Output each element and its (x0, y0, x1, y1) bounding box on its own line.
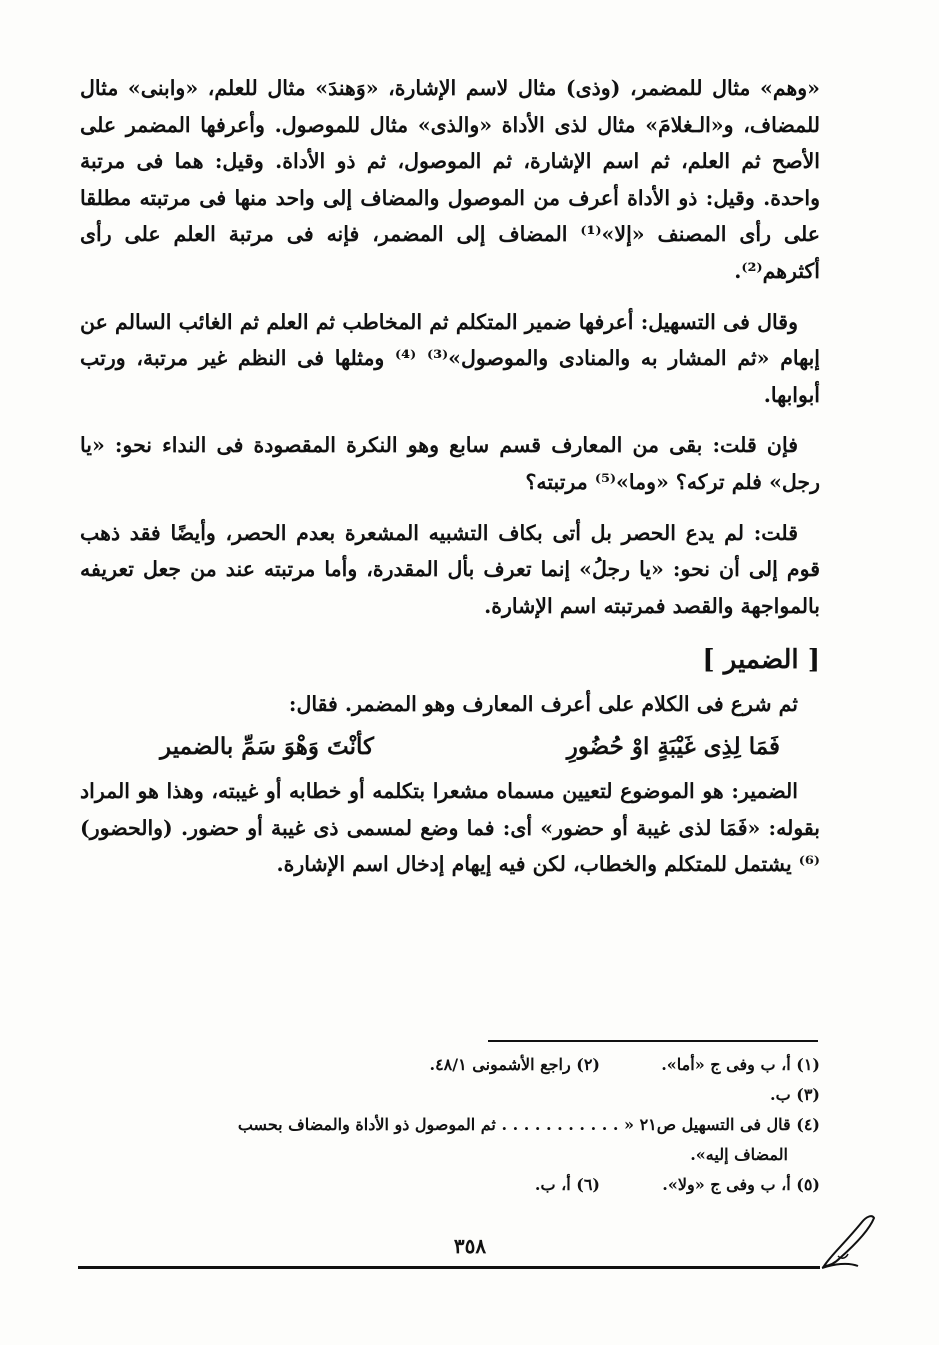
footnote-5: (٥) أ، ب وفى ج «ولا». (662, 1175, 820, 1194)
quill-flourish-icon (818, 1208, 878, 1272)
footnote-3: (٣) ب. (770, 1085, 820, 1104)
section-heading: [ الضمير ] (702, 645, 820, 676)
paragraph-2: وقال فى التسهيل: أعرفها ضمير المتكلم ثم المخاطب ثم العلم ثم الغائب السالم عن إبهام «ثم المشار به والمنادى والموصول»⁽³⁾ ⁽⁴⁾ ومثلها فى النظم غير مرتبة، ورتب أبوابها. (80, 309, 820, 407)
verse-second-hemistich: كأنْتَ وَهْوَ سَمِّ بالضمير (160, 732, 374, 760)
main-text (80, 70, 820, 883)
page-number: ٣٥٨ (453, 1234, 487, 1258)
section-intro: ثم شرع فى الكلام على أعرف المعارف وهو المضمر. فقال: (288, 692, 798, 717)
paragraph-4: قلت: لم يدع الحصر بل أتى بكاف التشبيه المشعرة بعدم الحصر، وأيضًا فقد ذهب قوم إلى أن نحو: «يا رجلُ» إنما تعرف بأل المقدرة، وأما مرتبته عند من جعل تعريفه بالمواجهة والقصد فمرتبته اسم الإشارة. (80, 520, 820, 618)
footnote-row-1 (80, 1050, 820, 1080)
poem-verse (80, 725, 820, 769)
footnote-6: (٦) أ، ب. (534, 1175, 600, 1194)
footnote-4-continued: المضاف إليه». (690, 1145, 788, 1164)
paragraph-3: فإن قلت: بقى من المعارف قسم سابع وهو النكرة المقصودة فى النداء نحو: «يا رجل» فلم تركه؟ «وما»⁽⁵⁾ مرتبته؟ (80, 433, 820, 494)
footnote-4: (٤) قال فى التسهيل ص٢١ « . . . . . . . . . . . ثم الموصول ذو الأداة والمضاف بحسب (237, 1115, 820, 1134)
footnote-row-3 (80, 1170, 820, 1200)
footnote-separator (488, 1040, 818, 1042)
footnotes (80, 1050, 820, 1200)
page-bottom-rule (78, 1266, 820, 1269)
verse-first-hemistich: فَمَا لِذِى غَيْبَةٍ اوْ حُضُورِ (566, 732, 780, 760)
section-commentary: الضمير: هو الموضوع لتعيين مسماه مشعرا بتكلمه أو خطابه أو غيبته، وهذا هو المراد بقوله: «فَمَا لذى غيبة أو حضور» أى: فما وضع لمسمى ذى غيبة أو حضور. (والحضور)⁽⁶⁾ يشتمل للمتكلم والخطاب، لكن فيه إيهام إدخال اسم الإشارة. (80, 778, 820, 877)
paragraph-1: «وهم» مثال للمضمر، (وذى) مثال لاسم الإشارة، «وَهندَ» مثال للعلم، «وابنى» مثال للمضاف، و«الـغلامَ» مثال لذى الأداة «والذى» مثال للموصول. وأعرفها المضمر على الأصح ثم العلم، ثم اسم الإشارة، ثم الموصول، ثم ذو الأداة. وقيل: هما فى مرتبة واحدة. وقيل: ذو الأداة أعرف من الموصول والمضاف إلى واحد منها فى مرتبته مطلقا على رأى المصنف «إلا»⁽¹⁾ المضاف إلى المضمر، فإنه فى مرتبة العلم على رأى أكثرهم⁽²⁾. (80, 76, 820, 283)
footnote-2: (٢) راجع الأشمونى ٤٨/١. (429, 1055, 600, 1074)
footnote-1: (١) أ، ب وفى ج «أما». (661, 1055, 820, 1074)
